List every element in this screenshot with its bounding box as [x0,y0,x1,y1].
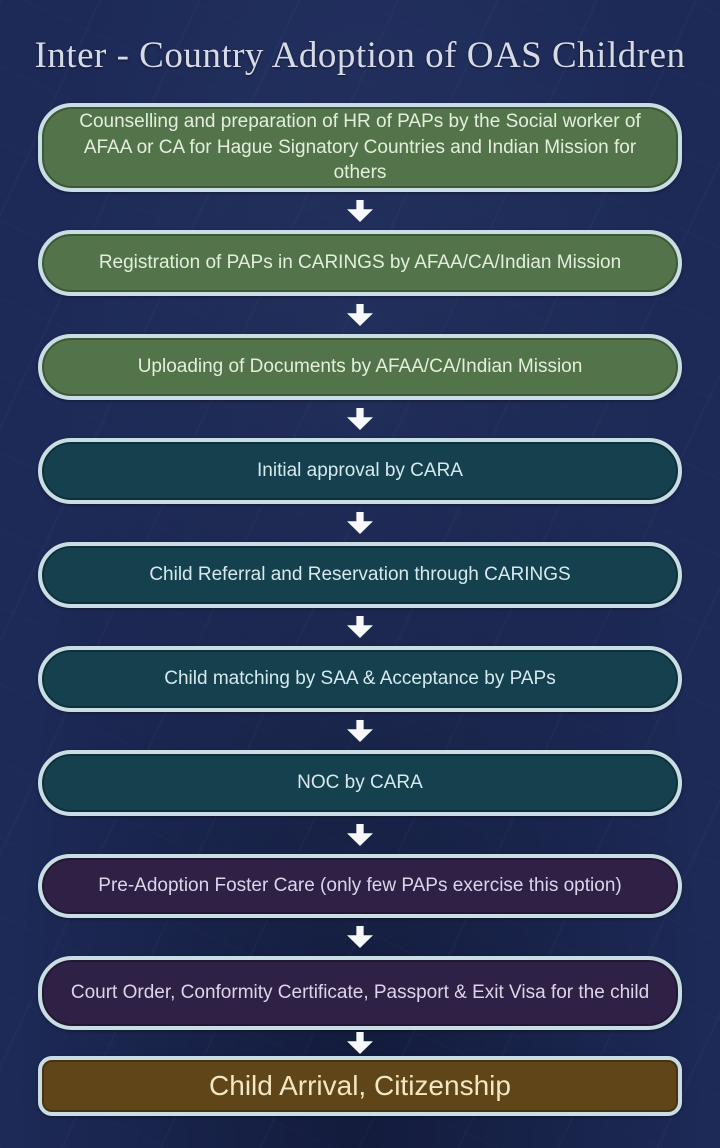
down-arrow-icon [347,926,373,948]
flow-step-label: Child Referral and Reservation through CARINGS [149,564,571,586]
down-arrow-icon [347,512,373,534]
flow-step-registration [38,230,682,296]
flow-step-child-matching [38,646,682,712]
page-title: Inter - Country Adoption of OAS Children [34,35,686,76]
flow-step-counselling [38,103,682,192]
flow-step-noc [38,750,682,816]
flow-step-label: Registration of PAPs in CARINGS by AFAA/CA/Indian Mission [98,252,622,274]
flow-step-label: Child matching by SAA & Acceptance by PAPs [164,668,556,690]
flowchart [0,103,720,1116]
flow-step-label: NOC by CARA [297,772,423,794]
down-arrow-icon [347,1032,373,1054]
down-arrow-icon [347,616,373,638]
down-arrow-icon [347,408,373,430]
down-arrow-icon [347,304,373,326]
down-arrow-icon [347,824,373,846]
flow-step-court-order [38,956,682,1030]
flow-step-foster-care [38,854,682,918]
down-arrow-icon [347,720,373,742]
flow-step-label: Counselling and preparation of HR of PAPs by the Social worker of AFAA or CA for Hague Signatory Countries and Indian Mission for others [79,111,641,184]
flow-step-child-referral [38,542,682,608]
flow-step-initial-approval [38,438,682,504]
flow-step-label: Pre-Adoption Foster Care (only few PAPs exercise this option) [98,875,622,897]
flow-step-child-arrival [38,1056,682,1116]
flow-step-label: Initial approval by CARA [257,460,463,482]
flow-step-label: Court Order, Conformity Certificate, Passport & Exit Visa for the child [70,982,650,1004]
down-arrow-icon [347,200,373,222]
flow-step-label: Uploading of Documents by AFAA/CA/Indian Mission [137,356,583,378]
flow-step-uploading-documents [38,334,682,400]
flow-step-label: Child Arrival, Citizenship [209,1070,511,1102]
